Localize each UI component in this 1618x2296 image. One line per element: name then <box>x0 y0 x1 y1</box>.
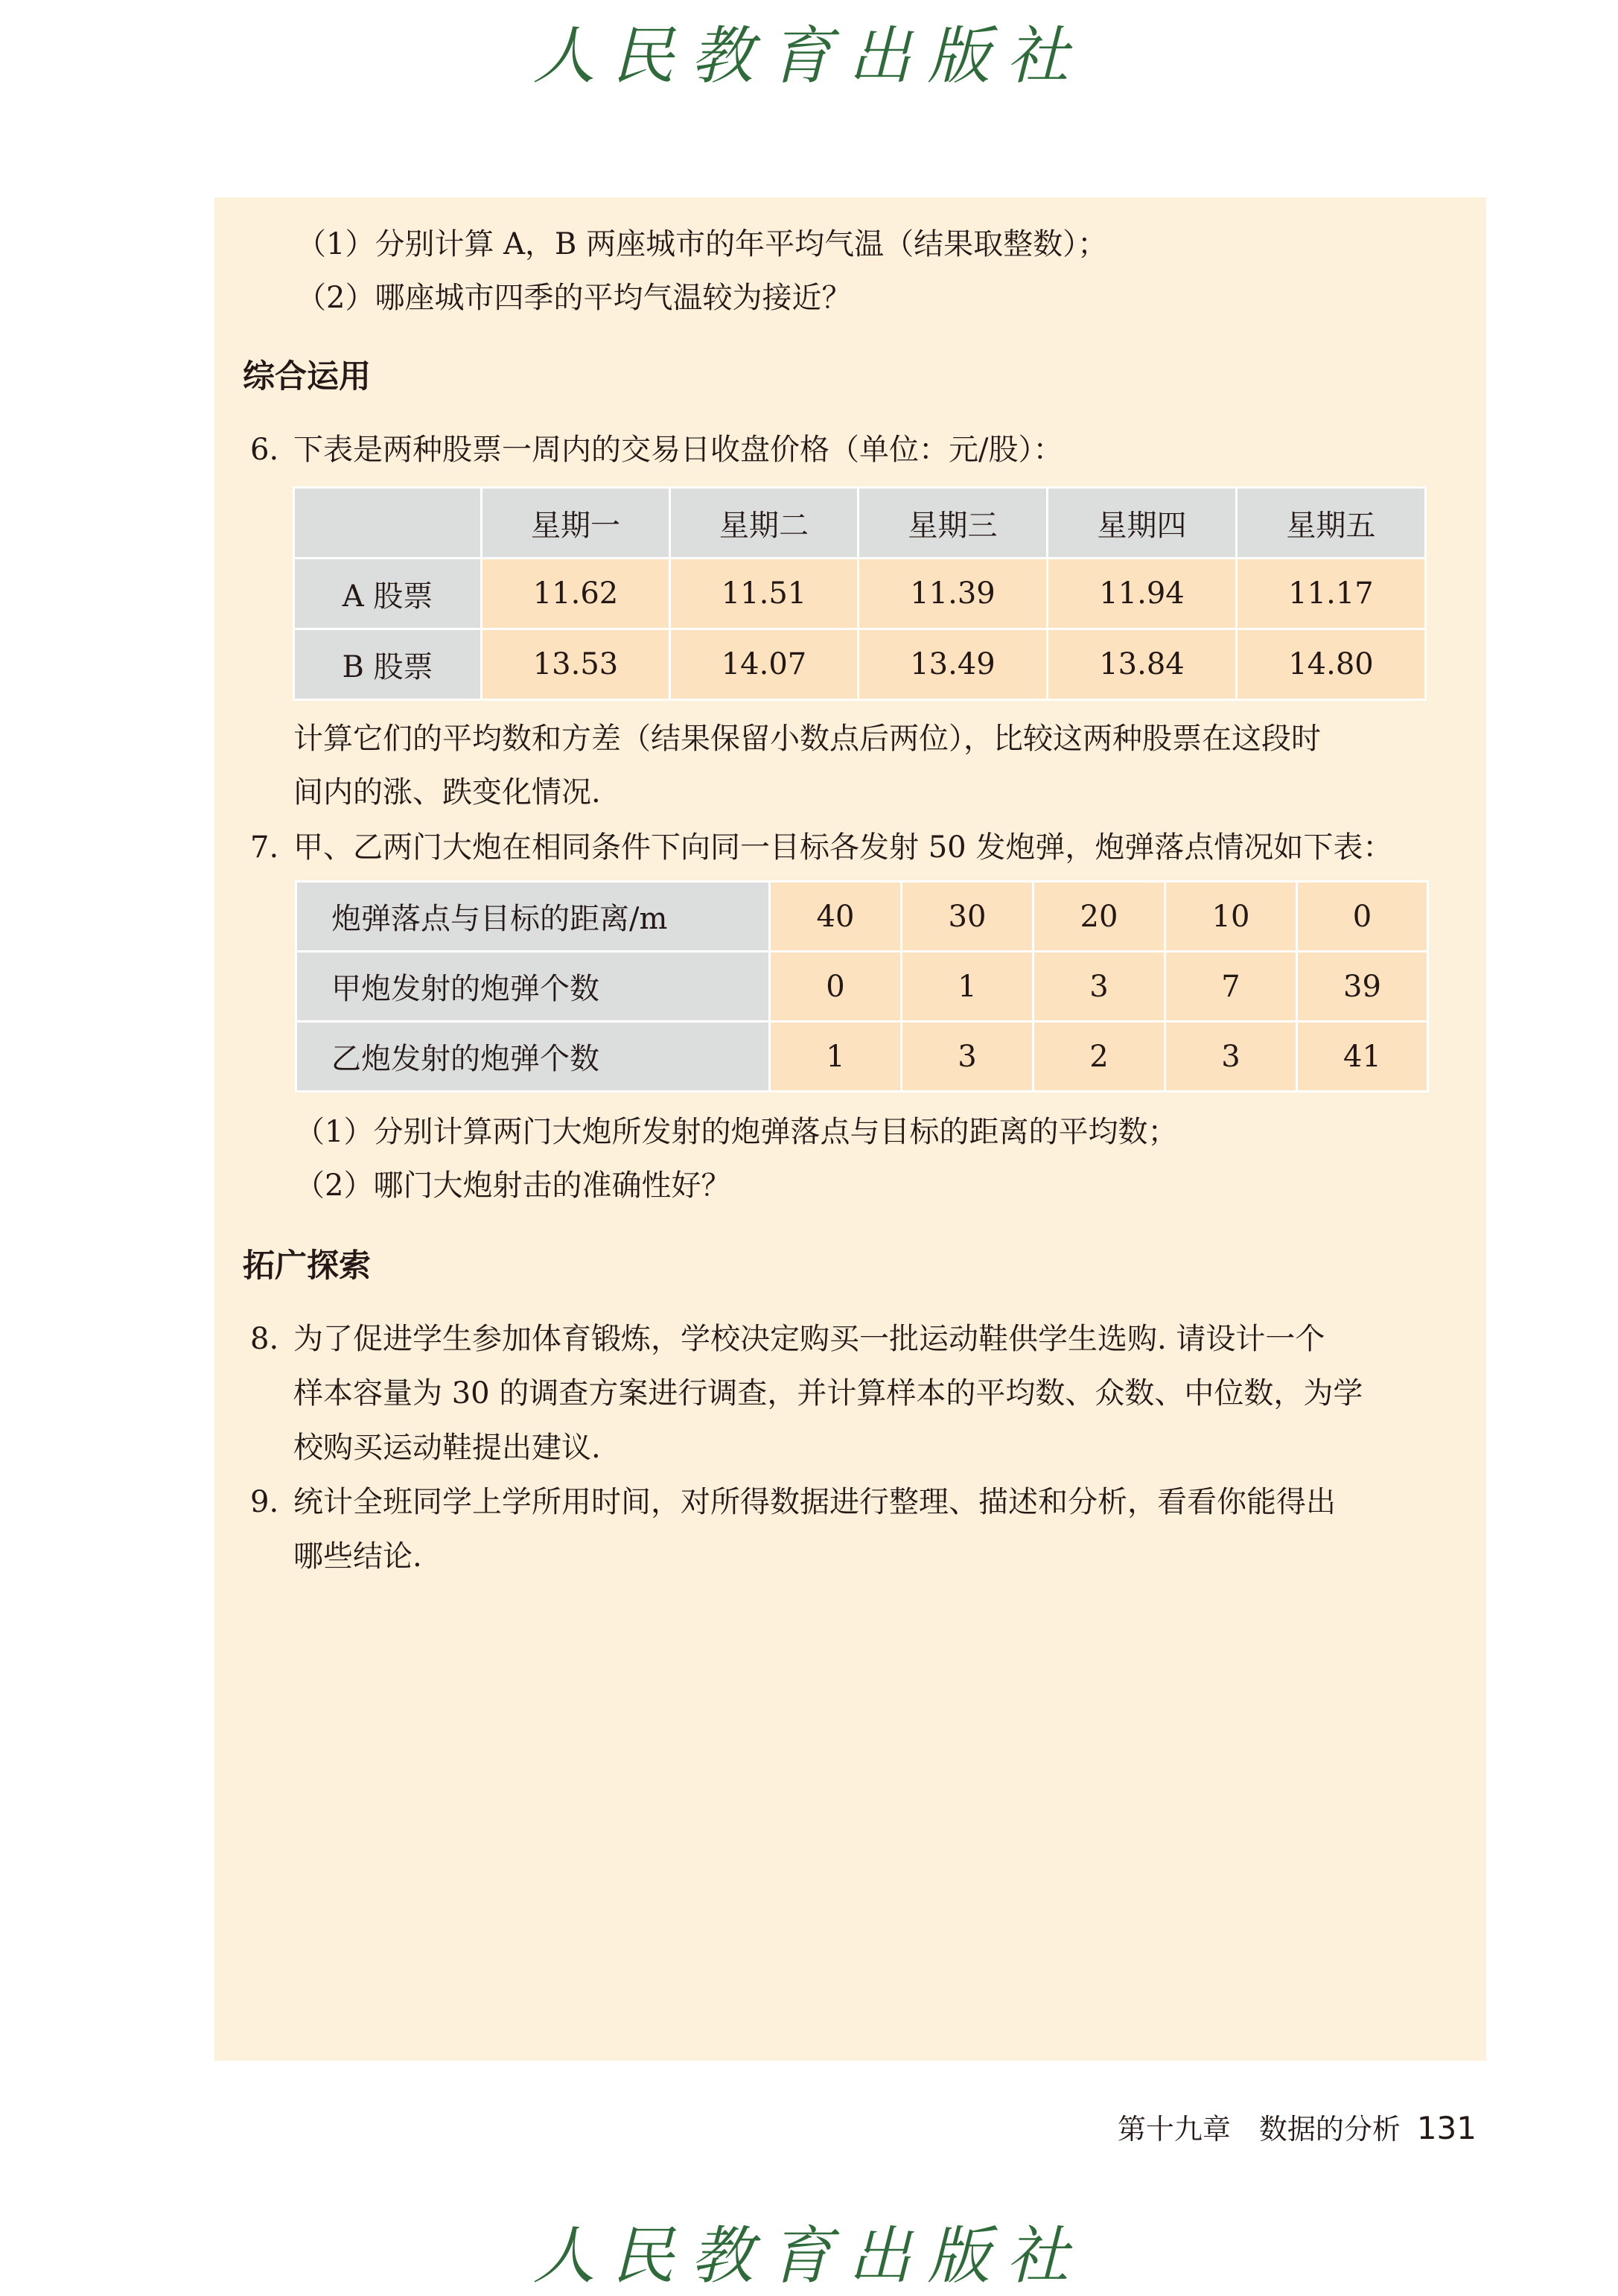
table-row <box>296 882 1428 952</box>
table-cell: 0 <box>1297 882 1428 952</box>
table-cell: 39 <box>1297 952 1428 1022</box>
table-row <box>294 559 1426 629</box>
problem-9-line-1: 统计全班同学上学所用时间，对所得数据进行整理、描述和分析，看看你能得出 <box>293 1485 1336 1519</box>
table-row <box>294 629 1426 700</box>
table-cell: 7 <box>1165 952 1297 1022</box>
row-label: B 股票 <box>294 629 482 700</box>
problem-8-number: 8. <box>250 1322 279 1356</box>
problem-7-subitem-1: （1）分别计算两门大炮所发射的炮弹落点与目标的距离的平均数； <box>295 1115 1178 1149</box>
table-cell: 1 <box>770 1022 902 1092</box>
column-header: 星期一 <box>482 488 670 559</box>
table-cell: 2 <box>1033 1022 1165 1092</box>
problem-6 <box>250 429 1063 471</box>
table-cell: 10 <box>1165 882 1297 952</box>
table-cell: 11.51 <box>670 559 859 629</box>
table-cell: 40 <box>770 882 902 952</box>
table-cell: 13.84 <box>1048 629 1237 700</box>
table-cell: 0 <box>770 952 902 1022</box>
stock-price-table <box>293 486 1427 701</box>
column-header: 星期三 <box>859 488 1048 559</box>
table-cell: 13.49 <box>859 629 1048 700</box>
problem-8-line-2: 样本容量为 30 的调查方案进行调查，并计算样本的平均数、众数、中位数，为学 <box>293 1376 1363 1411</box>
problem-7 <box>250 827 1392 868</box>
publisher-logo-top: 人民教育出版社 <box>532 19 1086 92</box>
intro-item-1: （1）分别计算 A，B 两座城市的年平均气温（结果取整数）； <box>296 227 1108 261</box>
problem-7-text: 甲、乙两门大炮在相同条件下向同一目标各发射 50 发炮弹，炮弹落点情况如下表： <box>293 830 1393 865</box>
intro-item-2: （2）哪座城市四季的平均气温较为接近？ <box>296 281 852 315</box>
table-cell: 3 <box>902 1022 1033 1092</box>
column-header: 星期五 <box>1237 488 1426 559</box>
table-cell: 14.80 <box>1237 629 1426 700</box>
problem-6-number: 6. <box>250 433 279 467</box>
table-cell: 3 <box>1033 952 1165 1022</box>
table-cell: 41 <box>1297 1022 1428 1092</box>
table-corner-cell <box>294 488 482 559</box>
table-header-row <box>294 488 1426 559</box>
artillery-table <box>295 880 1429 1093</box>
column-header: 星期二 <box>670 488 859 559</box>
table-cell: 11.39 <box>859 559 1048 629</box>
column-header: 星期四 <box>1048 488 1237 559</box>
problem-8 <box>250 1318 1325 1360</box>
table-cell: 30 <box>902 882 1033 952</box>
table-cell: 20 <box>1033 882 1165 952</box>
row-label: 乙炮发射的炮弹个数 <box>296 1022 770 1092</box>
table-cell: 1 <box>902 952 1033 1022</box>
publisher-logo-bottom: 人民教育出版社 <box>532 2219 1086 2292</box>
problem-9 <box>250 1481 1336 1523</box>
problem-7-subitem-2: （2）哪门大炮射击的准确性好？ <box>295 1168 731 1203</box>
table-cell: 3 <box>1165 1022 1297 1092</box>
section-title-explore: 拓广探索 <box>243 1247 371 1285</box>
section-title-comprehensive: 综合运用 <box>243 358 371 395</box>
problem-8-line-3: 校购买运动鞋提出建议. <box>293 1431 601 1465</box>
table-cell: 11.17 <box>1237 559 1426 629</box>
problem-7-number: 7. <box>250 830 279 865</box>
page-footer <box>1118 2106 1477 2147</box>
chapter-title: 第十九章 数据的分析 <box>1117 2113 1401 2146</box>
table-cell: 11.62 <box>482 559 670 629</box>
table-row <box>296 1022 1428 1092</box>
problem-6-instruction-line-1: 计算它们的平均数和方差（结果保留小数点后两位），比较这两种股票在这段时 <box>293 722 1321 756</box>
row-label: 甲炮发射的炮弹个数 <box>296 952 770 1022</box>
problem-9-number: 9. <box>250 1485 279 1519</box>
row-label: 炮弹落点与目标的距离/m <box>296 882 770 952</box>
problem-8-line-1: 为了促进学生参加体育锻炼，学校决定购买一批运动鞋供学生选购. 请设计一个 <box>293 1322 1325 1356</box>
table-cell: 11.94 <box>1048 559 1237 629</box>
table-cell: 13.53 <box>482 629 670 700</box>
problem-6-instruction-line-2: 间内的涨、跌变化情况. <box>293 775 601 810</box>
problem-9-line-2: 哪些结论. <box>293 1539 422 1574</box>
row-label: A 股票 <box>294 559 482 629</box>
page-number: 131 <box>1416 2110 1477 2146</box>
table-cell: 14.07 <box>670 629 859 700</box>
table-row <box>296 952 1428 1022</box>
problem-6-text: 下表是两种股票一周内的交易日收盘价格（单位：元/股）： <box>293 433 1063 467</box>
